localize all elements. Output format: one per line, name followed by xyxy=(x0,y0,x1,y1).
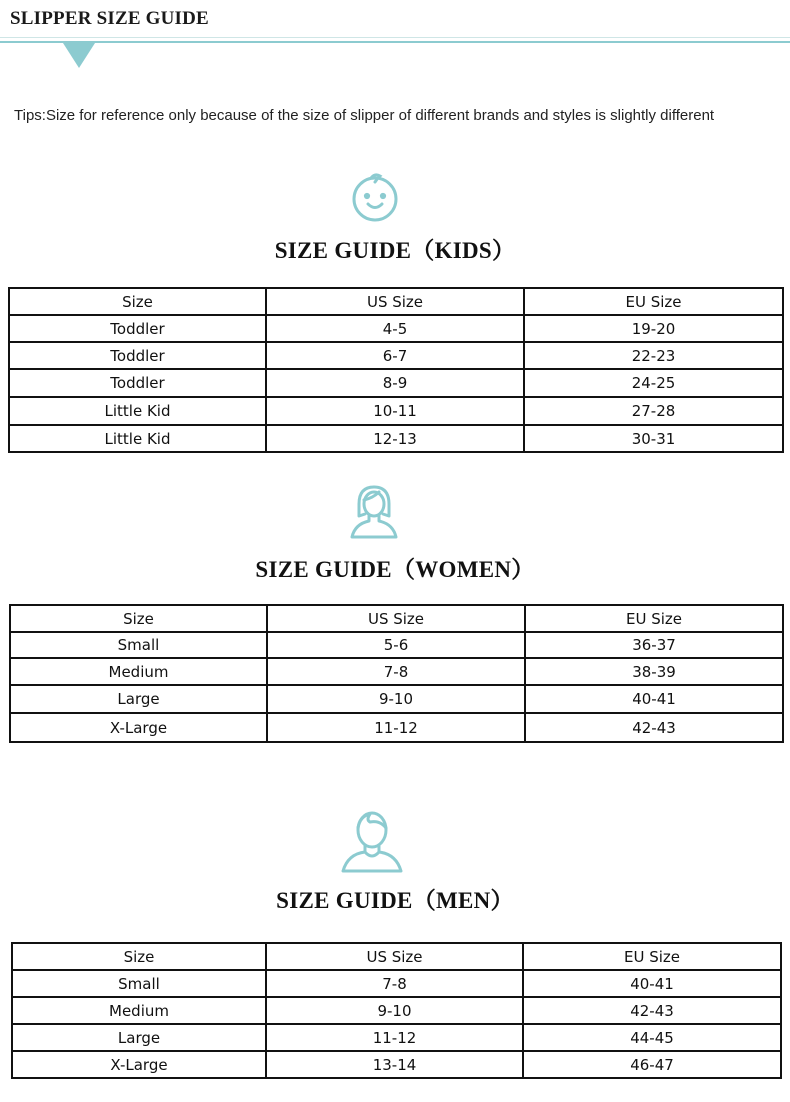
men-size-table xyxy=(11,942,782,1079)
size-cell: Toddler xyxy=(9,315,266,342)
size-cell: Toddler xyxy=(9,369,266,397)
table-row xyxy=(12,1024,781,1051)
size-cell: Large xyxy=(10,685,267,713)
column-header-size: Size xyxy=(9,288,266,315)
us-size-cell: 8-9 xyxy=(266,369,524,397)
eu-size-cell: 38-39 xyxy=(525,658,783,685)
column-header-us-size: US Size xyxy=(266,943,523,970)
woman-icon xyxy=(347,484,401,545)
eu-size-cell: 42-43 xyxy=(523,997,781,1024)
header-triangle-marker xyxy=(63,43,95,68)
column-header-eu-size: EU Size xyxy=(525,605,783,632)
eu-size-cell: 44-45 xyxy=(523,1024,781,1051)
column-header-size: Size xyxy=(10,605,267,632)
table-row xyxy=(9,342,783,369)
eu-size-cell: 36-37 xyxy=(525,632,783,658)
section-title-women: SIZE GUIDE（WOMEN） xyxy=(255,557,535,582)
size-cell: Small xyxy=(10,632,267,658)
eu-size-cell: 46-47 xyxy=(523,1051,781,1078)
column-header-us-size: US Size xyxy=(266,288,524,315)
table-row xyxy=(12,997,781,1024)
size-cell: X-Large xyxy=(10,713,267,742)
eu-size-cell: 22-23 xyxy=(524,342,783,369)
eu-size-cell: 42-43 xyxy=(525,713,783,742)
table-row xyxy=(12,970,781,997)
table-row xyxy=(9,397,783,425)
us-size-cell: 11-12 xyxy=(267,713,525,742)
us-size-cell: 4-5 xyxy=(266,315,524,342)
size-cell: Little Kid xyxy=(9,425,266,452)
us-size-cell: 10-11 xyxy=(266,397,524,425)
eu-size-cell: 27-28 xyxy=(524,397,783,425)
column-header-eu-size: EU Size xyxy=(524,288,783,315)
section-title-men: SIZE GUIDE（MEN） xyxy=(276,888,514,913)
size-cell: X-Large xyxy=(12,1051,266,1078)
us-size-cell: 9-10 xyxy=(266,997,523,1024)
us-size-cell: 12-13 xyxy=(266,425,524,452)
size-cell: Toddler xyxy=(9,342,266,369)
tips-note: Tips:Size for reference only because of the size of slipper of different brands and styles is slightly different xyxy=(14,107,715,124)
us-size-cell: 6-7 xyxy=(266,342,524,369)
us-size-cell: 7-8 xyxy=(266,970,523,997)
us-size-cell: 13-14 xyxy=(266,1051,523,1078)
us-size-cell: 7-8 xyxy=(267,658,525,685)
us-size-cell: 5-6 xyxy=(267,632,525,658)
section-title-kids: SIZE GUIDE（KIDS） xyxy=(274,238,516,263)
page-title: SLIPPER SIZE GUIDE xyxy=(10,8,209,29)
eu-size-cell: 24-25 xyxy=(524,369,783,397)
size-cell: Small xyxy=(12,970,266,997)
baby-face-icon xyxy=(347,172,403,227)
size-cell: Large xyxy=(12,1024,266,1051)
table-row xyxy=(9,425,783,452)
eu-size-cell: 40-41 xyxy=(523,970,781,997)
header-divider xyxy=(0,37,790,38)
us-size-cell: 11-12 xyxy=(266,1024,523,1051)
table-row xyxy=(9,315,783,342)
women-size-table xyxy=(9,604,784,743)
table-row xyxy=(10,713,783,742)
eu-size-cell: 30-31 xyxy=(524,425,783,452)
kids-size-table xyxy=(8,287,784,453)
size-cell: Medium xyxy=(10,658,267,685)
eu-size-cell: 19-20 xyxy=(524,315,783,342)
size-cell: Little Kid xyxy=(9,397,266,425)
table-row xyxy=(10,658,783,685)
table-row xyxy=(10,685,783,713)
table-row xyxy=(12,1051,781,1078)
eu-size-cell: 40-41 xyxy=(525,685,783,713)
us-size-cell: 9-10 xyxy=(267,685,525,713)
column-header-us-size: US Size xyxy=(267,605,525,632)
size-cell: Medium xyxy=(12,997,266,1024)
header-accent-line xyxy=(0,41,790,43)
column-header-size: Size xyxy=(12,943,266,970)
column-header-eu-size: EU Size xyxy=(523,943,781,970)
table-row xyxy=(9,369,783,397)
table-row xyxy=(10,632,783,658)
man-icon xyxy=(340,808,404,881)
